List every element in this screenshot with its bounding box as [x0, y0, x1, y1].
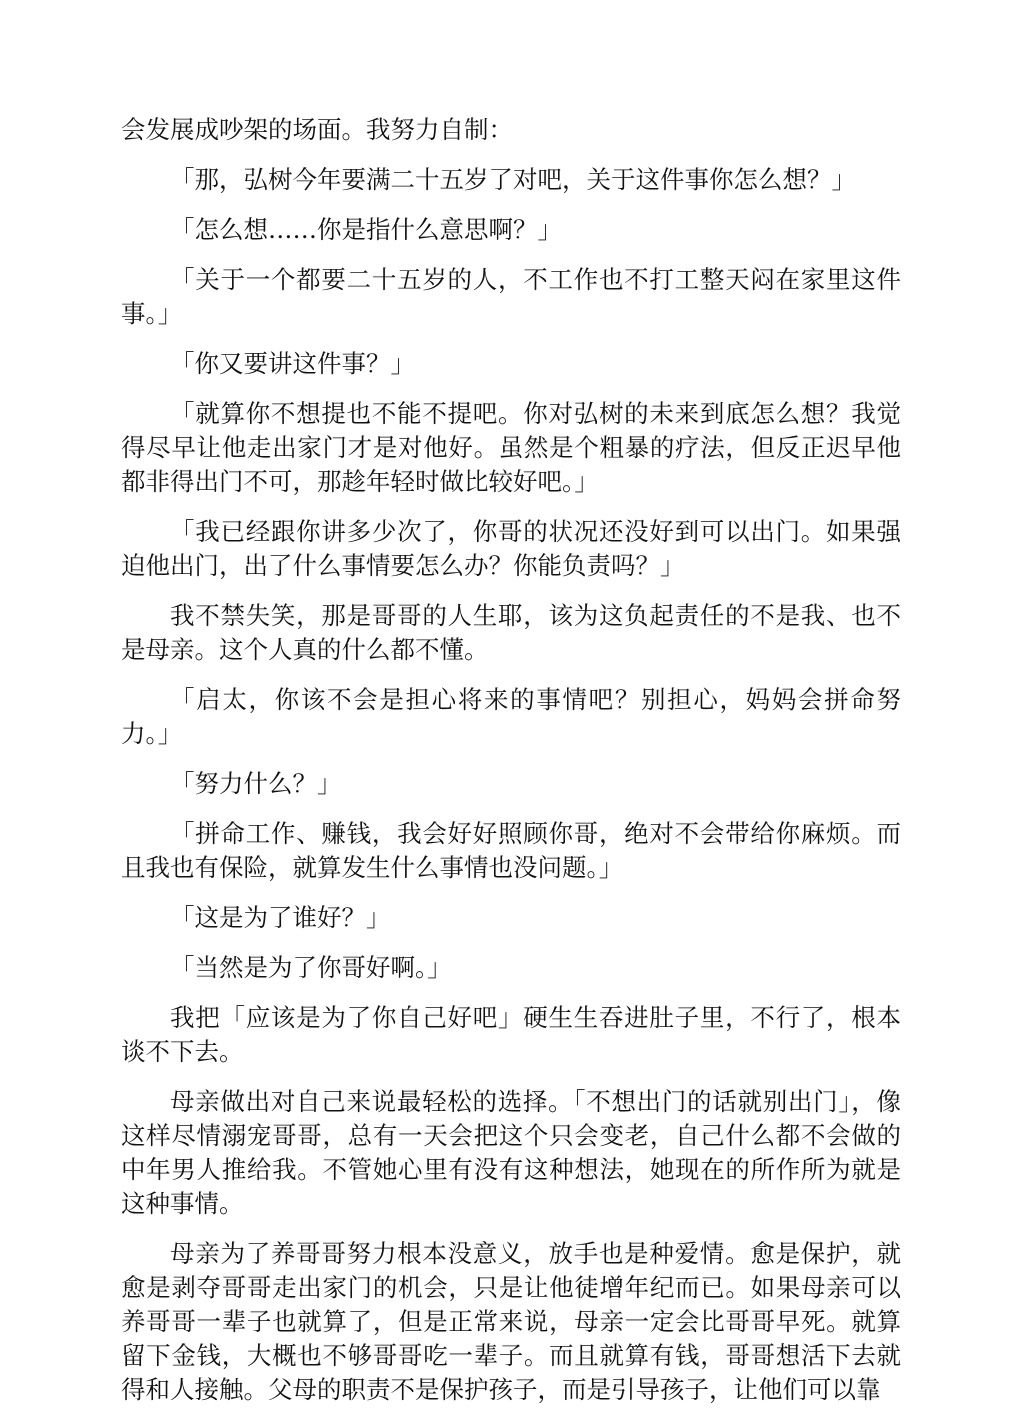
paragraph: 「启太，你该不会是担心将来的事情吧？别担心，妈妈会拼命努力。」	[121, 685, 901, 748]
paragraph: 「这是为了谁好？」	[170, 903, 391, 932]
paragraph: 我不禁失笑，那是哥哥的人生耶，该为这负起责任的不是我、也不是母亲。这个人真的什么都不懂。	[121, 601, 901, 664]
paragraph: 母亲为了养哥哥努力根本没意义，放手也是种爱情。愈是保护，就愈是剥夺哥哥走出家门的机会，只是让他徒增年纪而已。如果母亲可以养哥哥一辈子也就算了，但是正常来说，母亲一定会比哥哥早死。就算留下金钱，大概也不够哥哥吃一辈子。而且就算有钱，哥哥想活下去就得和人接触。父母的职责不是保护孩子，而是引导孩子，让他们可以靠	[121, 1239, 901, 1404]
paragraph: 「我已经跟你讲多少次了，你哥的状况还没好到可以出门。如果强迫他出门，出了什么事情要怎么办？你能负责吗？」	[121, 517, 901, 580]
paragraph: 「努力什么？」	[170, 769, 342, 798]
paragraph: 我把「应该是为了你自己好吧」硬生生吞进肚子里，不行了，根本谈不下去。	[121, 1003, 901, 1066]
paragraph: 「怎么想……你是指什么意思啊？」	[170, 215, 562, 244]
paragraph: 「那，弘树今年要满二十五岁了对吧，关于这件事你怎么想？」	[170, 165, 856, 194]
paragraph: 「你又要讲这件事？」	[170, 349, 415, 378]
paragraph: 「拼命工作、赚钱，我会好好照顾你哥，绝对不会带给你麻烦。而且我也有保险，就算发生什么事情也没问题。」	[121, 819, 901, 882]
paragraph: 「当然是为了你哥好啊。」	[170, 953, 452, 982]
paragraph: 母亲做出对自己来说最轻松的选择。「不想出门的话就别出门」，像这样尽情溺宠哥哥，总有一天会把这个只会变老，自己什么都不会做的中年男人推给我。不管她心里有没有这种想法，她现在的所作所为就是这种事情。	[121, 1087, 901, 1218]
paragraph: 会发展成吵架的场面。我努力自制：	[121, 115, 513, 144]
paragraph: 「就算你不想提也不能不提吧。你对弘树的未来到底怎么想？我觉得尽早让他走出家门才是对他好。虽然是个粗暴的疗法，但反正迟早他都非得出门不可，那趁年轻时做比较好吧。」	[121, 399, 901, 496]
body-text	[121, 113, 901, 1423]
paragraph: 「关于一个都要二十五岁的人，不工作也不打工整天闷在家里这件事。」	[121, 265, 901, 328]
